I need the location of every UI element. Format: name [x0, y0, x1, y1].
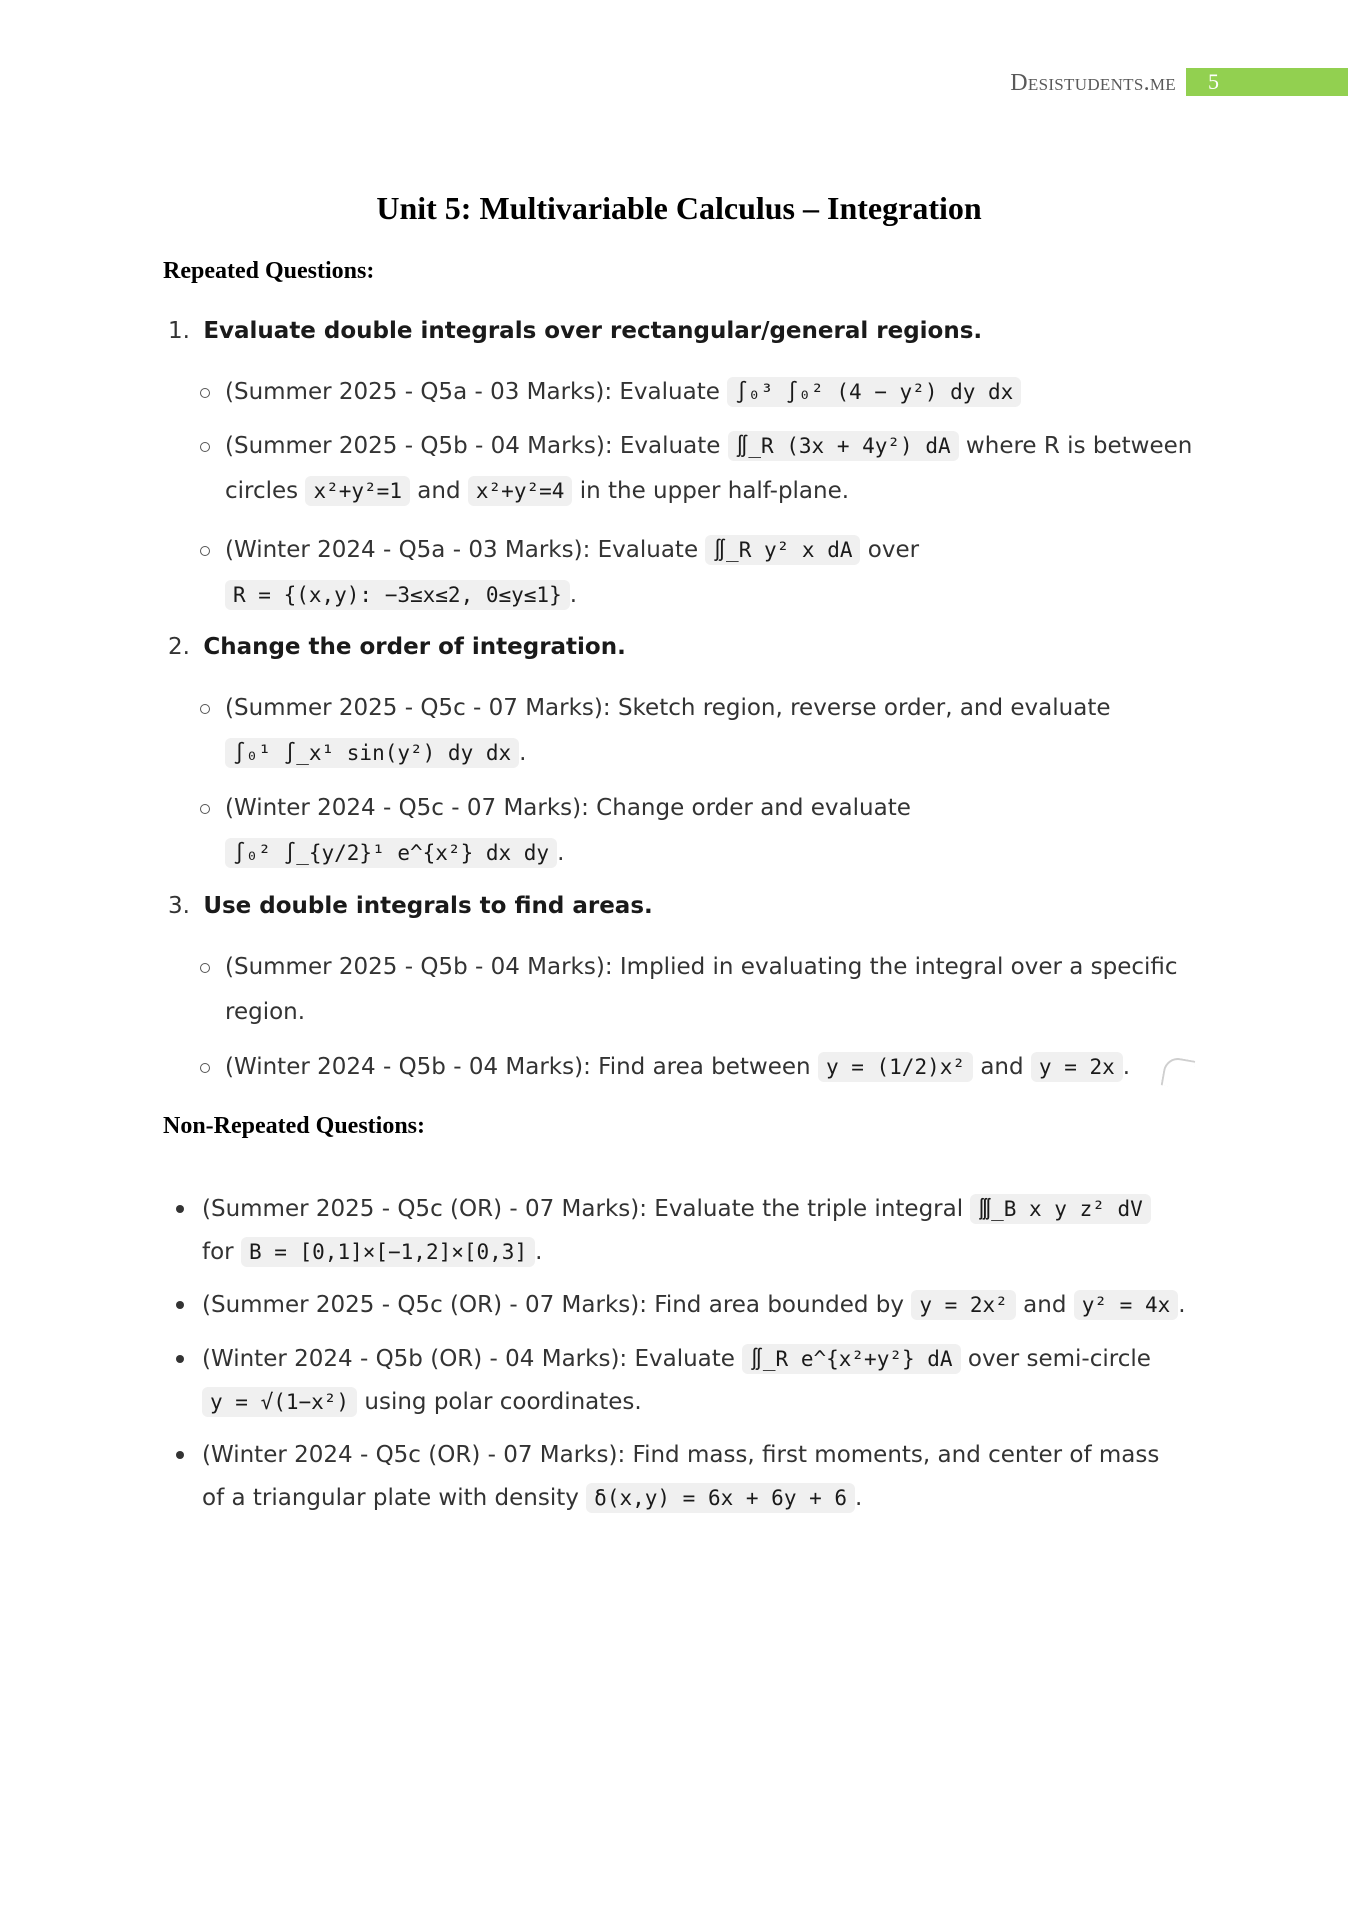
math-expression: x²+y²=1: [305, 476, 410, 506]
circle-bullet-icon: [200, 1063, 210, 1073]
site-name: Desistudents.me: [1010, 70, 1176, 96]
repeated-heading: Repeated Questions:: [163, 258, 375, 284]
bullet-icon: [176, 1451, 184, 1459]
circle-bullet-icon: [200, 442, 210, 452]
question-text: .: [557, 840, 565, 866]
question-text: (Winter 2024 - Q5a - 03 Marks): Evaluate: [225, 537, 706, 563]
question-text: using polar coordinates.: [357, 1389, 642, 1415]
math-expression: ∬_R e^{x²+y²} dA: [742, 1344, 960, 1374]
question-item: [200, 786, 1200, 876]
question-text: .: [1122, 1054, 1131, 1080]
question-item: [176, 1434, 1186, 1520]
math-expression: ∫₀¹ ∫_x¹ sin(y²) dy dx: [225, 738, 519, 768]
math-expression: ∬_R (3x + 4y²) dA: [728, 431, 959, 461]
question-text: (Summer 2025 - Q5b - 04 Marks): Implied in evaluating the integral over a specific region.: [225, 954, 1178, 1025]
topic-title: Use double integrals to find areas.: [203, 893, 653, 919]
bullet-icon: [176, 1205, 184, 1213]
page-header: [0, 68, 1358, 100]
circle-bullet-icon: [200, 388, 210, 398]
math-expression: y² = 4x: [1074, 1290, 1179, 1320]
math-expression: y = √(1−x²): [202, 1387, 357, 1417]
circle-bullet-icon: [200, 704, 210, 714]
question-item: [200, 945, 1200, 1035]
math-expression: δ(x,y) = 6x + 6y + 6: [586, 1483, 855, 1513]
math-expression: ∫₀³ ∫₀² (4 − y²) dy dx: [727, 377, 1021, 407]
question-text: and: [973, 1054, 1031, 1080]
question-item: [200, 1045, 1200, 1090]
topic-number: 2.: [168, 634, 190, 660]
question-text: (Summer 2025 - Q5c (OR) - 07 Marks): Find area bounded by: [202, 1292, 912, 1318]
question-text: (Winter 2024 - Q5b - 04 Marks): Find area between: [225, 1054, 818, 1080]
math-expression: ∭_B x y z² dV: [970, 1194, 1150, 1224]
math-expression: ∬_R y² x dA: [705, 535, 860, 565]
question-text: (Winter 2024 - Q5b (OR) - 04 Marks): Evaluate: [202, 1346, 743, 1372]
question-text: over semi-circle: [960, 1346, 1151, 1372]
question-text: .: [519, 740, 527, 766]
circle-bullet-icon: [200, 804, 210, 814]
question-text: .: [1178, 1292, 1186, 1318]
bullet-icon: [176, 1301, 184, 1309]
question-item: [176, 1284, 1186, 1327]
question-text: and: [409, 478, 468, 504]
question-text: (Winter 2024 - Q5c - 07 Marks): Change order and evaluate: [225, 795, 911, 821]
question-item: [200, 686, 1200, 776]
question-text: (Summer 2025 - Q5c - 07 Marks): Sketch region, reverse order, and evaluate: [225, 695, 1111, 721]
question-text: .: [569, 582, 578, 608]
topic-2: [168, 634, 1208, 660]
topic-title: Evaluate double integrals over rectangular/general regions.: [203, 318, 983, 344]
question-item: [200, 424, 1200, 514]
question-item: [200, 528, 1200, 618]
question-text: (Summer 2025 - Q5b - 04 Marks): Evaluate: [225, 433, 728, 459]
question-item: [176, 1338, 1186, 1424]
bullet-icon: [176, 1355, 184, 1363]
circle-bullet-icon: [200, 546, 210, 556]
question-text: in the upper half-plane.: [572, 478, 850, 504]
question-text: (Summer 2025 - Q5a - 03 Marks): Evaluate: [225, 379, 728, 405]
question-text: (Winter 2024 - Q5c (OR) - 07 Marks): Find mass, first moments, and center of mass of a triangular plate with density: [202, 1442, 1160, 1511]
topic-1: [168, 318, 1208, 344]
question-item: [200, 370, 1200, 415]
topic-3: [168, 893, 1208, 919]
circle-bullet-icon: [200, 963, 210, 973]
question-text: (Summer 2025 - Q5c (OR) - 07 Marks): Evaluate the triple integral: [202, 1196, 971, 1222]
math-expression: y = 2x²: [911, 1290, 1016, 1320]
question-item: [176, 1188, 1186, 1274]
math-expression: y = 2x: [1031, 1052, 1123, 1082]
page-number-badge: 5: [1186, 68, 1348, 96]
math-expression: y = (1/2)x²: [818, 1052, 973, 1082]
question-text: .: [535, 1239, 543, 1265]
question-text: over: [860, 537, 920, 563]
question-text: .: [855, 1485, 863, 1511]
topic-number: 3.: [168, 893, 190, 919]
page-title: Unit 5: Multivariable Calculus – Integration: [376, 190, 982, 226]
math-expression: R = {(x,y): −3≤x≤2, 0≤y≤1}: [225, 580, 570, 610]
topic-title: Change the order of integration.: [203, 634, 626, 660]
math-expression: x²+y²=4: [468, 476, 573, 506]
nonrepeated-heading: Non-Repeated Questions:: [163, 1113, 425, 1139]
math-expression: B = [0,1]×[−1,2]×[0,3]: [241, 1237, 535, 1267]
question-text: for: [202, 1239, 241, 1265]
topic-number: 1.: [168, 318, 190, 344]
question-text: and: [1015, 1292, 1074, 1318]
math-expression: ∫₀² ∫_{y/2}¹ e^{x²} dx dy: [225, 838, 557, 868]
question-text: where R is between circles: [225, 433, 1193, 504]
